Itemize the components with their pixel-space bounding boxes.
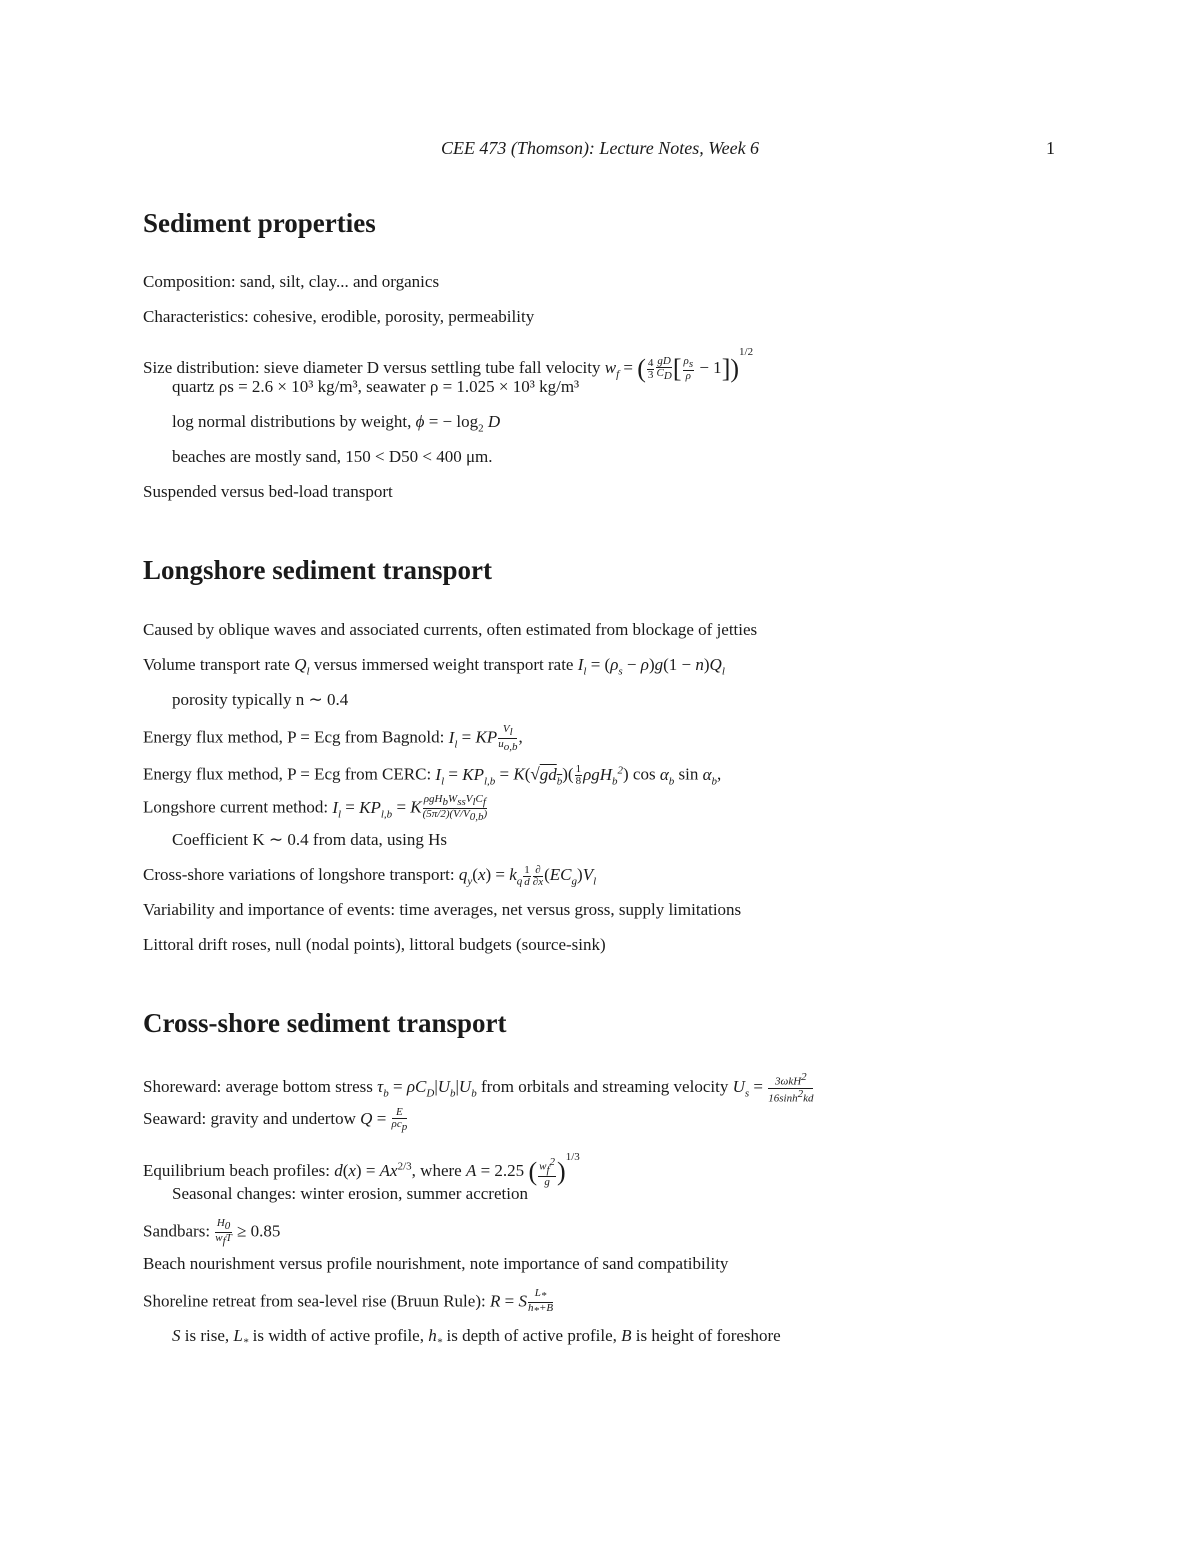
text-line: Coefficient K ∼ 0.4 from data, using Hs: [172, 830, 448, 849]
page-number: 1: [1046, 138, 1055, 158]
text-line-log-normal: log normal distributions by weight, ϕ = − $\log_2 D$: [172, 412, 501, 435]
text-line: quartz ρs = 2.6 × 10³ kg/m³, seawater ρ = 1.025 × 10³ kg/m³: [172, 377, 580, 396]
text-line: Caused by oblique waves and associated currents, often estimated from blockage of jetties: [143, 620, 758, 639]
text-line: beaches are mostly sand, 150 < D50 < 400 μm.: [172, 447, 493, 466]
section-heading-sediment-properties: Sediment properties: [143, 208, 376, 238]
section-heading-longshore: Longshore sediment transport: [143, 555, 493, 585]
text-line: Seasonal changes: winter erosion, summer accretion: [172, 1184, 528, 1203]
text-line: Littoral drift roses, null (nodal points), littoral budgets (source-sink): [143, 935, 606, 954]
text-line-sandbars: Sandbars: $\frac{H_0}{w_fT}$ ≥ 0.85: [143, 1217, 281, 1248]
text-line: Composition: sand, silt, clay... and organics: [143, 272, 440, 291]
text-line-longshore-current: Longshore current method: $I_l = KP_{l,b} = K$ $\frac{\rho gH_bW_{ss}V_lC_f}{(5\pi/2)(V/V_{0,b})}$: [143, 793, 488, 824]
text-line-transport-rate: Volume transport rate $Q_l$ versus immersed weight transport rate $I_l = (\rho_s - \rho)g(1 - n)Q_l$: [143, 655, 725, 678]
text-line-seaward: Seaward: gravity and undertow Q = $\frac{E}{\rho c_p}$: [143, 1106, 408, 1134]
text-line-size-distribution: Size distribution: sieve diameter D versus settling tube fall velocity $w_f$ = ( $\frac{4}{3}$ $\frac{gD}{C_D}$ [ $\frac{\rho_s}{\rho}$ − 1])$^{1/2}$: [143, 346, 754, 384]
running-header: CEE 473 (Thomson): Lecture Notes, Week 6: [440, 138, 760, 158]
text-line: porosity typically n ∼ 0.4: [172, 690, 349, 709]
text-line-cerc: Energy flux method, P = Ecg from CERC: $I_l = KP_{l,b} = K(√gd_b)$( $\frac{1}{8}$ ρgH$_b^2$) $\cos \alpha_b$ $\sin \alpha_b$,: [143, 763, 722, 788]
text-line-shoreward: Shoreward: average bottom stress $\tau_b = \rho C_D|U_b|U_b$ from orbitals and streaming velocity $U_s$ = $\frac{3\omega kH^2}{16\sinh^2kd}$: [143, 1071, 814, 1105]
text-line-bruun-definitions: S is rise, $L_*$ is width of active profile, $h_*$ is depth of active profile, B is height of foreshore: [172, 1326, 781, 1349]
text-line: Variability and importance of events: time averages, net versus gross, supply limitations: [143, 900, 742, 919]
text-line-bruun: Shoreline retreat from sea-level rise (Bruun Rule): R = S $\frac{L_*}{h_*+B}$: [143, 1287, 554, 1318]
text-line: Characteristics: cohesive, erodible, porosity, permeability: [143, 307, 535, 326]
text-line-cross-shore-variation: Cross-shore variations of longshore transport: $q_y(x) = k_q$ $\frac{1}{d}$ $\frac{\partial}{\partial x}$ $(EC_g)V_l$: [143, 863, 597, 888]
text-line: Beach nourishment versus profile nourishment, note importance of sand compatibility: [143, 1254, 729, 1273]
text-line: Suspended versus bed-load transport: [143, 482, 393, 501]
text-line-bagnold: Energy flux method, P = Ecg from Bagnold: $I_l$ = KP $\frac{V_l}{u_{o,b}}$ ,: [143, 723, 523, 754]
text-line-equilibrium: Equilibrium beach profiles: $d(x) = Ax^{2/3}$, where A = 2.25 ( $\frac{w_f^2}{g}$ )$^{1/3}$: [143, 1151, 580, 1188]
section-heading-cross-shore: Cross-shore sediment transport: [143, 1008, 507, 1038]
